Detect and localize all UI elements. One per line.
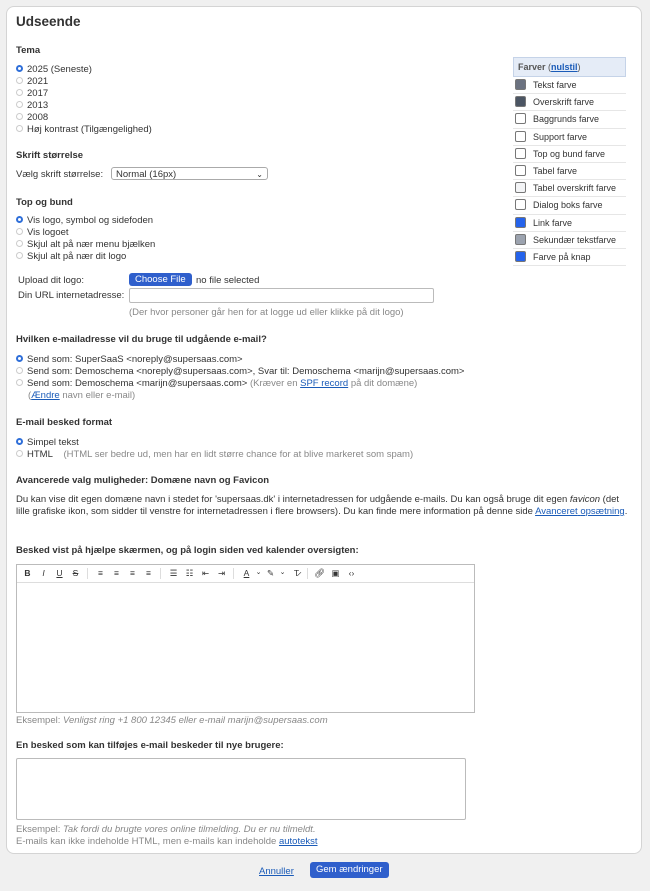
color-label: Link farve	[533, 217, 573, 228]
theme-option-2017[interactable]: 2017	[16, 88, 48, 99]
topbottom-option-3[interactable]: Skjul alt på nær menu bjælken	[16, 239, 155, 250]
theme-option-2013[interactable]: 2013	[16, 100, 48, 111]
format-option-plain[interactable]: Simpel tekst	[16, 437, 79, 448]
color-row[interactable]	[513, 77, 626, 94]
radio-icon[interactable]	[16, 228, 23, 235]
text-color-icon[interactable]: A	[243, 568, 250, 578]
outdent-icon[interactable]: ⇤	[201, 568, 210, 578]
font-size-heading: Skrift størrelse	[16, 150, 84, 161]
radio-icon[interactable]	[16, 367, 23, 374]
image-icon[interactable]: ▣	[331, 568, 340, 578]
highlight-icon[interactable]: ✎	[266, 568, 275, 578]
email-heading: Hvilken e-mailadresse vil du bruge til udgående e-mail?	[16, 334, 267, 345]
top-bottom-heading: Top og bund	[16, 197, 73, 208]
color-swatch[interactable]	[515, 199, 526, 210]
chevron-down-icon[interactable]: ⌄	[279, 569, 286, 576]
welcome-heading: En besked som kan tilføjes e-mail beskeder til nye brugere:	[16, 740, 284, 751]
bullet-list-icon[interactable]: ☰	[169, 568, 178, 578]
theme-option-2025[interactable]: 2025 (Seneste)	[16, 64, 92, 75]
chevron-down-icon[interactable]: ⌄	[255, 569, 262, 576]
save-button[interactable]: Gem ændringer	[310, 862, 389, 878]
radio-icon[interactable]	[16, 450, 23, 457]
align-left-icon[interactable]: ≡	[98, 568, 103, 578]
topbottom-option-2[interactable]: Vis logoet	[16, 227, 69, 238]
url-label: Din URL internetadresse:	[18, 290, 125, 301]
radio-selected-icon[interactable]	[16, 355, 23, 362]
color-label: Baggrunds farve	[533, 114, 600, 125]
advanced-heading: Avancerede valg muligheder: Domæne navn og Favicon	[16, 475, 270, 486]
appearance-panel	[6, 6, 642, 854]
url-input[interactable]	[129, 288, 434, 303]
font-size-label: Vælg skrift størrelse:	[16, 169, 104, 180]
radio-icon[interactable]	[16, 89, 23, 96]
change-sender-line: (Ændre navn eller e-mail)	[28, 390, 136, 401]
color-label: Farve på knap	[533, 251, 591, 262]
autotext-link[interactable]: autotekst	[278, 836, 318, 847]
email-option-1[interactable]: Send som: SuperSaaS <noreply@supersaas.com>	[16, 354, 243, 365]
radio-selected-icon[interactable]	[16, 216, 23, 223]
email-option-2[interactable]: Send som: Demoschema <noreply@supersaas.com>, Svar til: Demoschema <marijn@supersaas.com>	[16, 366, 464, 377]
page-title: Udseende	[16, 14, 81, 29]
radio-selected-icon[interactable]	[16, 65, 23, 72]
link-icon[interactable]: 🔗︎	[314, 568, 325, 578]
underline-icon[interactable]: U	[56, 568, 63, 578]
radio-icon[interactable]	[16, 77, 23, 84]
url-hint: (Der hvor personer går hen for at logge ud eller klikke på dit logo)	[129, 307, 404, 318]
color-row[interactable]	[513, 129, 626, 146]
color-label: Overskrift farve	[533, 97, 595, 108]
radio-icon[interactable]	[16, 252, 23, 259]
change-sender-link[interactable]: Ændre	[31, 390, 60, 401]
align-center-icon[interactable]: ≡	[114, 568, 119, 578]
color-swatch[interactable]	[515, 251, 526, 262]
align-justify-icon[interactable]: ≡	[146, 568, 151, 578]
color-label: Tekst farve	[533, 80, 577, 90]
file-status: no file selected	[196, 275, 260, 286]
color-row[interactable]	[513, 180, 626, 197]
color-swatch[interactable]	[515, 96, 526, 107]
color-label: Support farve	[533, 131, 588, 142]
clear-format-icon[interactable]: T̷	[293, 568, 300, 578]
theme-option-high-contrast[interactable]: Høj kontrast (Tilgængelighed)	[16, 124, 152, 135]
color-label: Sekundær tekstfarve	[533, 234, 617, 245]
welcome-note: E-mails kan ikke indeholde HTML, men e-mails kan indeholde autotekst	[16, 836, 318, 847]
align-right-icon[interactable]: ≡	[130, 568, 135, 578]
color-row[interactable]	[513, 215, 626, 232]
advanced-setup-link[interactable]: Avanceret opsætning	[535, 506, 625, 517]
welcome-example: Eksempel: Tak fordi du brugte vores online tilmelding. Du er nu tilmeldt.	[16, 824, 316, 835]
color-swatch[interactable]	[515, 182, 526, 193]
color-row[interactable]	[513, 197, 626, 214]
font-size-select[interactable]: Normal (16px) ⌄	[111, 167, 268, 180]
color-swatch[interactable]	[515, 148, 526, 159]
radio-icon[interactable]	[16, 125, 23, 132]
theme-heading: Tema	[16, 45, 41, 56]
color-label: Tabel farve	[533, 165, 578, 176]
radio-icon[interactable]	[16, 379, 23, 386]
italic-icon[interactable]: I	[42, 568, 45, 578]
welcome-message-textarea[interactable]	[16, 758, 466, 820]
color-swatch[interactable]	[515, 113, 526, 124]
theme-option-2021[interactable]: 2021	[16, 76, 48, 87]
color-swatch[interactable]	[515, 131, 526, 142]
upload-label: Upload dit logo:	[18, 275, 85, 286]
colors-panel	[513, 57, 626, 266]
help-example: Eksempel: Venligst ring +1 800 12345 eller e-mail marijn@supersaas.com	[16, 715, 328, 726]
help-heading: Besked vist på hjælpe skærmen, og på login siden ved kalender oversigten:	[16, 545, 359, 556]
code-icon[interactable]: ‹›	[348, 568, 355, 578]
editor-toolbar	[17, 565, 474, 583]
topbottom-option-4[interactable]: Skjul alt på nær dit logo	[16, 251, 126, 262]
color-label: Top og bund farve	[533, 148, 606, 159]
color-swatch[interactable]	[515, 165, 526, 176]
topbottom-option-1[interactable]: Vis logo, symbol og sidefoden	[16, 215, 153, 226]
color-row[interactable]	[513, 111, 626, 128]
help-message-editor[interactable]	[16, 564, 475, 713]
color-row[interactable]	[513, 249, 626, 266]
reset-colors-link[interactable]: nulstil	[551, 62, 578, 72]
choose-file-button[interactable]: Choose File	[129, 273, 192, 286]
radio-icon[interactable]	[16, 101, 23, 108]
email-option-3[interactable]: Send som: Demoschema <marijn@supersaas.com> (Kræver en SPF record på dit domæne)	[16, 378, 417, 389]
numbered-list-icon[interactable]: ☷	[185, 568, 194, 578]
format-option-html[interactable]: HTML (HTML ser bedre ud, men har en lidt større chance for at blive markeret som spam)	[16, 449, 413, 460]
color-swatch[interactable]	[515, 79, 526, 90]
color-label: Dialog boks farve	[533, 200, 603, 211]
chevron-down-icon: ⌄	[256, 170, 263, 179]
colors-header: Farver (nulstil)	[513, 57, 626, 77]
theme-option-2008[interactable]: 2008	[16, 112, 48, 123]
color-swatch[interactable]	[515, 217, 526, 228]
bold-icon[interactable]: B	[24, 568, 31, 578]
color-row[interactable]	[513, 163, 626, 180]
strikethrough-icon[interactable]: S	[72, 568, 79, 578]
radio-selected-icon[interactable]	[16, 438, 23, 445]
spf-record-link[interactable]: SPF record	[300, 378, 349, 389]
cancel-link[interactable]: Annuller	[259, 866, 294, 877]
color-row[interactable]	[513, 146, 626, 163]
radio-icon[interactable]	[16, 113, 23, 120]
radio-icon[interactable]	[16, 240, 23, 247]
advanced-text: Du kan vise dit egen domæne navn i stedet for 'supersaas.dk' i internetadressen for udgående e-mails. Du kan også bruge dit egen favicon (det lille grafiske ikon, som sidder til venstre for internetadressen i flere browsers). Du kan finde mere information på denne side Avanceret opsætning.	[16, 494, 628, 517]
format-heading: E-mail besked format	[16, 417, 113, 428]
indent-icon[interactable]: ⇥	[217, 568, 226, 578]
color-swatch[interactable]	[515, 234, 526, 245]
color-row[interactable]	[513, 232, 626, 249]
color-row[interactable]	[513, 94, 626, 111]
color-label: Tabel overskrift farve	[533, 183, 617, 194]
